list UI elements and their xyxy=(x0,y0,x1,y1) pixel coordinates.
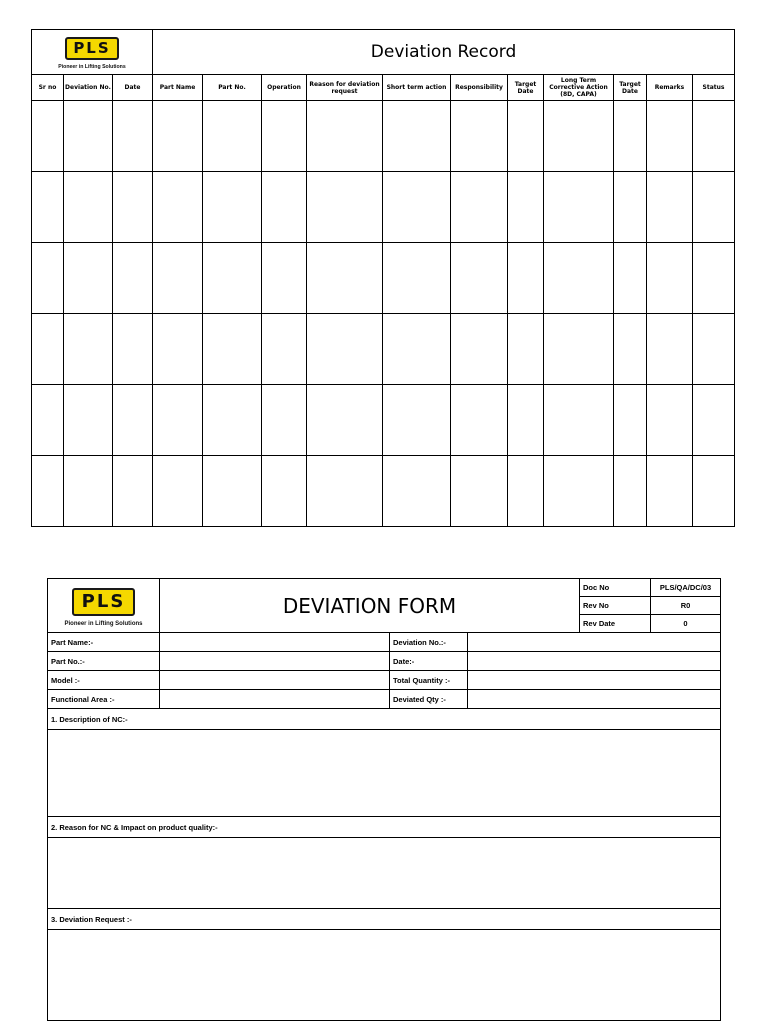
record-cell[interactable] xyxy=(544,385,614,456)
record-cell[interactable] xyxy=(544,101,614,172)
deviation-request-heading: 3. Deviation Request :- xyxy=(48,909,721,930)
record-cell[interactable] xyxy=(32,101,64,172)
record-cell[interactable] xyxy=(647,314,693,385)
record-cell[interactable] xyxy=(307,314,383,385)
record-cell[interactable] xyxy=(32,243,64,314)
record-cell[interactable] xyxy=(64,243,113,314)
record-cell[interactable] xyxy=(113,101,153,172)
record-cell[interactable] xyxy=(64,456,113,527)
record-cell[interactable] xyxy=(693,385,735,456)
rev-date-value: 0 xyxy=(651,615,721,633)
record-cell[interactable] xyxy=(262,172,307,243)
record-cell[interactable] xyxy=(451,385,508,456)
record-cell[interactable] xyxy=(383,314,451,385)
record-cell[interactable] xyxy=(307,101,383,172)
deviation-request-area[interactable] xyxy=(48,930,721,1021)
deviated-qty-label: Deviated Qty :- xyxy=(390,690,468,709)
part-name-label: Part Name:- xyxy=(48,633,160,652)
record-cell[interactable] xyxy=(693,243,735,314)
record-row xyxy=(32,101,735,172)
record-column-header: Operation xyxy=(262,75,307,101)
record-cell[interactable] xyxy=(153,172,203,243)
record-cell[interactable] xyxy=(647,101,693,172)
functional-area-label: Functional Area :- xyxy=(48,690,160,709)
pls-tagline: Pioneer in Lifting Solutions xyxy=(58,64,126,70)
doc-no-value: PLS/QA/DC/03 xyxy=(651,579,721,597)
record-column-header: Remarks xyxy=(647,75,693,101)
record-cell[interactable] xyxy=(32,385,64,456)
record-cell[interactable] xyxy=(451,314,508,385)
record-column-header: Sr no xyxy=(32,75,64,101)
record-row xyxy=(32,456,735,527)
record-cell[interactable] xyxy=(307,456,383,527)
record-cell[interactable] xyxy=(508,101,544,172)
description-of-nc-heading: 1. Description of NC:- xyxy=(48,709,721,730)
part-name-field[interactable] xyxy=(160,633,390,652)
record-cell[interactable] xyxy=(153,243,203,314)
record-cell[interactable] xyxy=(451,243,508,314)
record-column-header: Short term action xyxy=(383,75,451,101)
total-quantity-label: Total Quantity :- xyxy=(390,671,468,690)
record-column-header: Target Date xyxy=(614,75,647,101)
record-cell[interactable] xyxy=(614,101,647,172)
deviation-record-table xyxy=(31,29,735,527)
record-cell[interactable] xyxy=(64,172,113,243)
record-cell[interactable] xyxy=(262,101,307,172)
record-cell[interactable] xyxy=(544,314,614,385)
record-column-header: Reason for deviation request xyxy=(307,75,383,101)
deviated-qty-field[interactable] xyxy=(468,690,721,709)
record-column-header: Target Date xyxy=(508,75,544,101)
deviation-no-label: Deviation No.:- xyxy=(390,633,468,652)
record-cell[interactable] xyxy=(451,456,508,527)
record-cell[interactable] xyxy=(544,172,614,243)
record-cell[interactable] xyxy=(544,243,614,314)
record-column-header: Long Term Corrective Action (8D, CAPA) xyxy=(544,75,614,101)
record-cell[interactable] xyxy=(508,243,544,314)
record-cell[interactable] xyxy=(113,243,153,314)
record-cell[interactable] xyxy=(693,314,735,385)
record-cell[interactable] xyxy=(614,172,647,243)
record-cell[interactable] xyxy=(614,385,647,456)
record-cell[interactable] xyxy=(693,456,735,527)
record-title: Deviation Record xyxy=(153,30,735,75)
model-label: Model :- xyxy=(48,671,160,690)
deviation-no-field[interactable] xyxy=(468,633,721,652)
record-cell[interactable] xyxy=(614,456,647,527)
reason-for-nc-heading: 2. Reason for NC & Impact on product quality:- xyxy=(48,817,721,838)
record-cell[interactable] xyxy=(203,314,262,385)
record-cell[interactable] xyxy=(614,243,647,314)
record-cell[interactable] xyxy=(383,456,451,527)
record-cell[interactable] xyxy=(508,172,544,243)
record-cell[interactable] xyxy=(203,243,262,314)
record-cell[interactable] xyxy=(693,101,735,172)
record-cell[interactable] xyxy=(153,101,203,172)
record-row xyxy=(32,314,735,385)
record-cell[interactable] xyxy=(153,456,203,527)
record-cell[interactable] xyxy=(307,385,383,456)
record-cell[interactable] xyxy=(307,172,383,243)
record-cell[interactable] xyxy=(647,385,693,456)
deviation-form-table xyxy=(47,578,721,1021)
record-cell[interactable] xyxy=(508,385,544,456)
record-cell[interactable] xyxy=(508,456,544,527)
record-cell[interactable] xyxy=(262,243,307,314)
record-column-header: Responsibility xyxy=(451,75,508,101)
rev-no-label: Rev No xyxy=(580,597,651,615)
record-cell[interactable] xyxy=(203,385,262,456)
record-cell[interactable] xyxy=(113,314,153,385)
record-header-row xyxy=(32,30,735,75)
record-cell[interactable] xyxy=(451,172,508,243)
record-cell[interactable] xyxy=(451,101,508,172)
record-cell[interactable] xyxy=(647,172,693,243)
record-column-headers xyxy=(32,75,735,101)
record-row xyxy=(32,172,735,243)
record-cell[interactable] xyxy=(64,101,113,172)
record-cell[interactable] xyxy=(64,385,113,456)
model-field[interactable] xyxy=(160,671,390,690)
record-cell[interactable] xyxy=(544,456,614,527)
record-cell[interactable] xyxy=(64,314,113,385)
form-title: DEVIATION FORM xyxy=(160,579,580,633)
record-column-header: Date xyxy=(113,75,153,101)
record-cell[interactable] xyxy=(383,385,451,456)
doc-no-label: Doc No xyxy=(580,579,651,597)
record-cell[interactable] xyxy=(647,243,693,314)
record-cell[interactable] xyxy=(693,172,735,243)
record-cell[interactable] xyxy=(32,172,64,243)
record-cell[interactable] xyxy=(113,456,153,527)
record-logo xyxy=(32,30,153,75)
record-cell[interactable] xyxy=(383,101,451,172)
pls-tagline: Pioneer in Lifting Solutions xyxy=(64,621,143,627)
record-column-header: Status xyxy=(693,75,735,101)
record-cell[interactable] xyxy=(113,172,153,243)
record-cell[interactable] xyxy=(262,456,307,527)
date-label: Date:- xyxy=(390,652,468,671)
rev-no-value: R0 xyxy=(651,597,721,615)
record-row xyxy=(32,243,735,314)
record-cell[interactable] xyxy=(383,243,451,314)
functional-area-field[interactable] xyxy=(160,690,390,709)
record-cell[interactable] xyxy=(203,101,262,172)
record-cell[interactable] xyxy=(153,314,203,385)
record-cell[interactable] xyxy=(153,385,203,456)
record-cell[interactable] xyxy=(32,456,64,527)
pls-logo-badge: PLS xyxy=(72,588,136,616)
record-cell[interactable] xyxy=(32,314,64,385)
part-no-field[interactable] xyxy=(160,652,390,671)
record-column-header: Deviation No. xyxy=(64,75,113,101)
total-quantity-field[interactable] xyxy=(468,671,721,690)
date-field[interactable] xyxy=(468,652,721,671)
record-row xyxy=(32,385,735,456)
reason-for-nc-area[interactable] xyxy=(48,838,721,909)
record-cell[interactable] xyxy=(508,314,544,385)
record-cell[interactable] xyxy=(383,172,451,243)
record-cell[interactable] xyxy=(203,172,262,243)
record-cell[interactable] xyxy=(113,385,153,456)
part-no-label: Part No.:- xyxy=(48,652,160,671)
description-of-nc-area[interactable] xyxy=(48,730,721,817)
pls-logo-badge: PLS xyxy=(65,37,118,60)
record-cell[interactable] xyxy=(307,243,383,314)
form-logo xyxy=(48,579,160,633)
record-cell[interactable] xyxy=(614,314,647,385)
rev-date-label: Rev Date xyxy=(580,615,651,633)
record-cell[interactable] xyxy=(647,456,693,527)
record-cell[interactable] xyxy=(262,385,307,456)
record-cell[interactable] xyxy=(262,314,307,385)
record-column-header: Part Name xyxy=(153,75,203,101)
record-column-header: Part No. xyxy=(203,75,262,101)
record-cell[interactable] xyxy=(203,456,262,527)
